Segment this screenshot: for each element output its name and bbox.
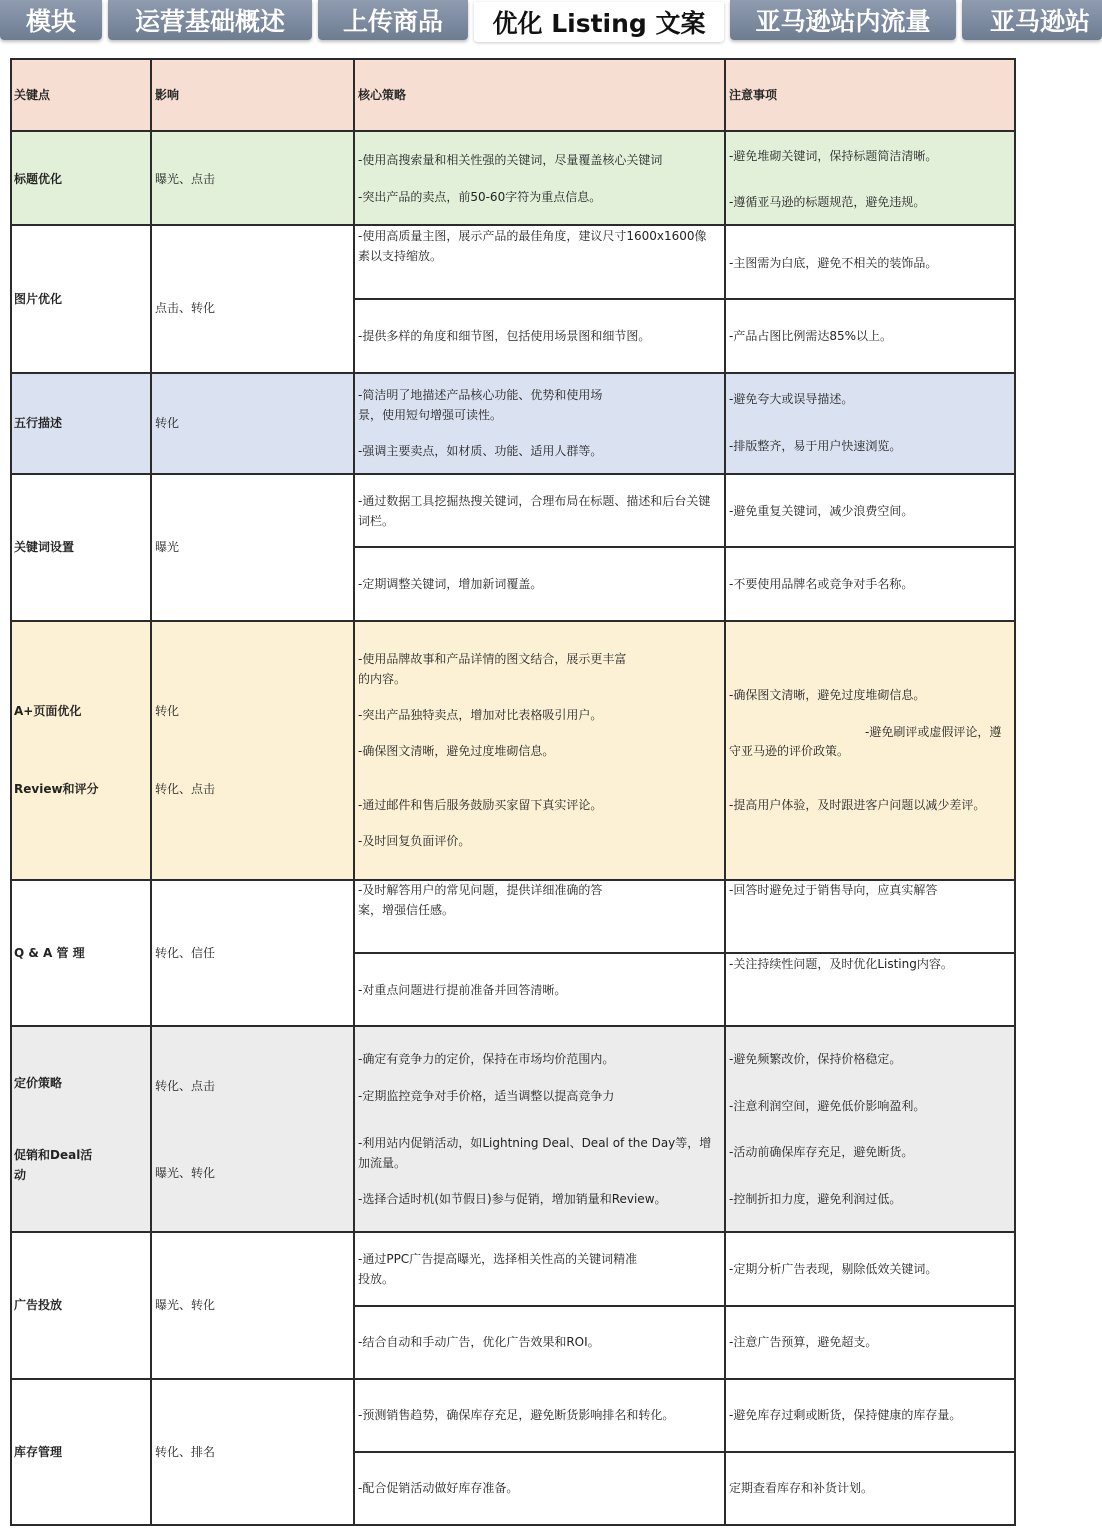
column-header-impact: 影响 bbox=[155, 88, 180, 102]
key-point-ads: 广告投放 bbox=[14, 1298, 63, 1312]
grid-line bbox=[10, 1524, 1016, 1526]
note-ads-2: -注意广告预算，避免超支。 bbox=[729, 1335, 878, 1349]
tab-module[interactable]: 模块 bbox=[0, 0, 102, 40]
impact-qa: 转化、信任 bbox=[155, 946, 216, 960]
key-point-title: 标题优化 bbox=[14, 172, 63, 186]
key-point-aplus: A+页面优化 bbox=[14, 704, 82, 718]
note-image-2: -产品占图比例需达85%以上。 bbox=[729, 329, 893, 343]
key-point-pricing: 定价策略 bbox=[14, 1076, 63, 1090]
key-point-inventory: 库存管理 bbox=[14, 1445, 63, 1459]
strategy-keywords-1: -通过数据工具挖掘热搜关键词，合理布局在标题、描述和后台关键词栏。 bbox=[358, 494, 711, 528]
note-ads-1: -定期分析广告表现，剔除低效关键词。 bbox=[729, 1262, 938, 1276]
grid-line bbox=[10, 58, 12, 1526]
column-header-notes: 注意事项 bbox=[729, 88, 778, 102]
strategy-title-1: -使用高搜索量和相关性强的关键词，尽量覆盖核心关键词 bbox=[358, 153, 663, 167]
strategy-review-2: -及时回复负面评价。 bbox=[358, 834, 471, 848]
strategy-aplus-3: -确保图文清晰，避免过度堆砌信息。 bbox=[358, 744, 555, 758]
note-bullets-2: -排版整齐，易于用户快速浏览。 bbox=[729, 439, 902, 453]
strategy-ads-1: -通过PPC广告提高曝光，选择相关性高的关键词精准投放。 bbox=[358, 1252, 638, 1286]
module-tab-strip bbox=[0, 0, 1091, 44]
strategy-ads-2: -结合自动和手动广告，优化广告效果和ROI。 bbox=[358, 1335, 600, 1349]
note-pricing-1: -避免频繁改价，保持价格稳定。 bbox=[729, 1052, 902, 1066]
strategy-image-1: -使用高质量主图，展示产品的最佳角度，建议尺寸1600x1600像素以支持缩放。 bbox=[358, 229, 707, 263]
note-promotions-2: -控制折扣力度，避免利润过低。 bbox=[729, 1192, 902, 1206]
grid-line bbox=[10, 473, 1016, 475]
impact-pricing: 转化、点击 bbox=[155, 1079, 216, 1093]
key-point-bullets: 五行描述 bbox=[14, 416, 63, 430]
listing-optimization-table bbox=[10, 58, 1016, 1526]
key-point-promotions: 促销和Deal活动 bbox=[14, 1148, 93, 1182]
strategy-aplus-1: -使用品牌故事和产品详情的图文结合，展示更丰富的内容。 bbox=[358, 652, 627, 686]
strategy-keywords-2: -定期调整关键词，增加新词覆盖。 bbox=[358, 577, 543, 591]
column-header-key-point: 关键点 bbox=[14, 88, 51, 102]
impact-bullets: 转化 bbox=[155, 416, 180, 430]
strategy-aplus-2: -突出产品独特卖点，增加对比表格吸引用户。 bbox=[358, 708, 603, 722]
impact-review: 转化、点击 bbox=[155, 782, 216, 796]
grid-line bbox=[10, 1378, 1016, 1380]
strategy-inventory-1: -预测销售趋势，确保库存充足，避免断货影响排名和转化。 bbox=[358, 1408, 675, 1422]
strategy-qa-2: -对重点问题进行提前准备并回答清晰。 bbox=[358, 983, 567, 997]
strategy-bullets-2: -强调主要卖点，如材质、功能、适用人群等。 bbox=[358, 444, 603, 458]
note-pricing-2: -注意利润空间，避免低价影响盈利。 bbox=[729, 1099, 926, 1113]
key-point-qa: Q & A 管 理 bbox=[14, 946, 85, 960]
grid-line bbox=[353, 1305, 1016, 1307]
note-qa-1: -回答时避免过于销售导向，应真实解答 bbox=[729, 883, 938, 897]
note-title-1: -避免堆砌关键词，保持标题简洁清晰。 bbox=[729, 149, 938, 163]
grid-line bbox=[150, 58, 152, 1526]
strategy-pricing-2: -定期监控竞争对手价格，适当调整以提高竞争力 bbox=[358, 1089, 615, 1103]
note-keywords-2: -不要使用品牌名或竞争对手名称。 bbox=[729, 577, 914, 591]
impact-ads: 曝光、转化 bbox=[155, 1298, 216, 1312]
strategy-image-2: -提供多样的角度和细节图，包括使用场景图和细节图。 bbox=[358, 329, 651, 343]
grid-line bbox=[353, 546, 1016, 548]
note-review-1b: 守亚马逊的评价政策。 bbox=[729, 744, 850, 758]
impact-image: 点击、转化 bbox=[155, 301, 216, 315]
note-aplus-1: -确保图文清晰，避免过度堆砌信息。 bbox=[729, 688, 926, 702]
impact-title: 曝光、点击 bbox=[155, 172, 216, 186]
note-promotions-1: -活动前确保库存充足，避免断货。 bbox=[729, 1145, 914, 1159]
strategy-review-1: -通过邮件和售后服务鼓励买家留下真实评论。 bbox=[358, 798, 603, 812]
note-title-2: -遵循亚马逊的标题规范，避免违规。 bbox=[729, 195, 926, 209]
note-image-1: -主图需为白底，避免不相关的装饰品。 bbox=[729, 256, 938, 270]
tab-amazon-traffic[interactable]: 亚马逊站内流量 bbox=[730, 0, 956, 40]
strategy-title-2: -突出产品的卖点，前50-60字符为重点信息。 bbox=[358, 190, 602, 204]
grid-line bbox=[10, 620, 1016, 622]
note-qa-2: -关注持续性问题，及时优化Listing内容。 bbox=[729, 957, 953, 971]
impact-inventory: 转化、排名 bbox=[155, 1445, 216, 1459]
key-point-keywords: 关键词设置 bbox=[14, 540, 75, 554]
strategy-inventory-2: -配合促销活动做好库存准备。 bbox=[358, 1481, 519, 1495]
grid-line bbox=[10, 130, 1016, 132]
grid-line bbox=[10, 58, 1016, 60]
note-review-1a: -避免刷评或虚假评论，遵 bbox=[865, 725, 1002, 739]
grid-line bbox=[10, 1025, 1016, 1027]
tab-amazon-more[interactable]: 亚马逊站 bbox=[962, 0, 1102, 40]
grid-line bbox=[10, 1231, 1016, 1233]
column-header-strategy: 核心策略 bbox=[358, 88, 407, 102]
note-bullets-1: -避免夸大或误导描述。 bbox=[729, 392, 854, 406]
grid-line bbox=[353, 1451, 1016, 1453]
tab-upload-products[interactable]: 上传商品 bbox=[318, 0, 468, 40]
impact-keywords: 曝光 bbox=[155, 540, 180, 554]
impact-promotions: 曝光、转化 bbox=[155, 1166, 216, 1180]
tab-optimize-listing[interactable]: 优化 Listing 文案 bbox=[474, 2, 724, 42]
note-inventory-2: 定期查看库存和补货计划。 bbox=[729, 1481, 874, 1495]
note-keywords-1: -避免重复关键词，减少浪费空间。 bbox=[729, 504, 914, 518]
note-review-2: -提高用户体验，及时跟进客户问题以减少差评。 bbox=[729, 798, 986, 812]
strategy-promotions-1: -利用站内促销活动，如Lightning Deal、Deal of the Day等，增加流量。 bbox=[358, 1136, 712, 1170]
grid-line bbox=[353, 298, 1016, 300]
key-point-review: Review和评分 bbox=[14, 782, 99, 796]
strategy-qa-1: -及时解答用户的常见问题，提供详细准确的答案，增强信任感。 bbox=[358, 883, 603, 917]
note-inventory-1: -避免库存过剩或断货，保持健康的库存量。 bbox=[729, 1408, 962, 1422]
grid-line bbox=[10, 372, 1016, 374]
key-point-image: 图片优化 bbox=[14, 292, 63, 306]
strategy-bullets-1: -简洁明了地描述产品核心功能、优势和使用场景，使用短句增强可读性。 bbox=[358, 388, 603, 422]
strategy-pricing-1: -确定有竞争力的定价，保持在市场均价范围内。 bbox=[358, 1052, 615, 1066]
strategy-promotions-2: -选择合适时机(如节假日)参与促销，增加销量和Review。 bbox=[358, 1192, 667, 1206]
impact-aplus: 转化 bbox=[155, 704, 180, 718]
tab-operations-overview[interactable]: 运营基础概述 bbox=[108, 0, 312, 40]
